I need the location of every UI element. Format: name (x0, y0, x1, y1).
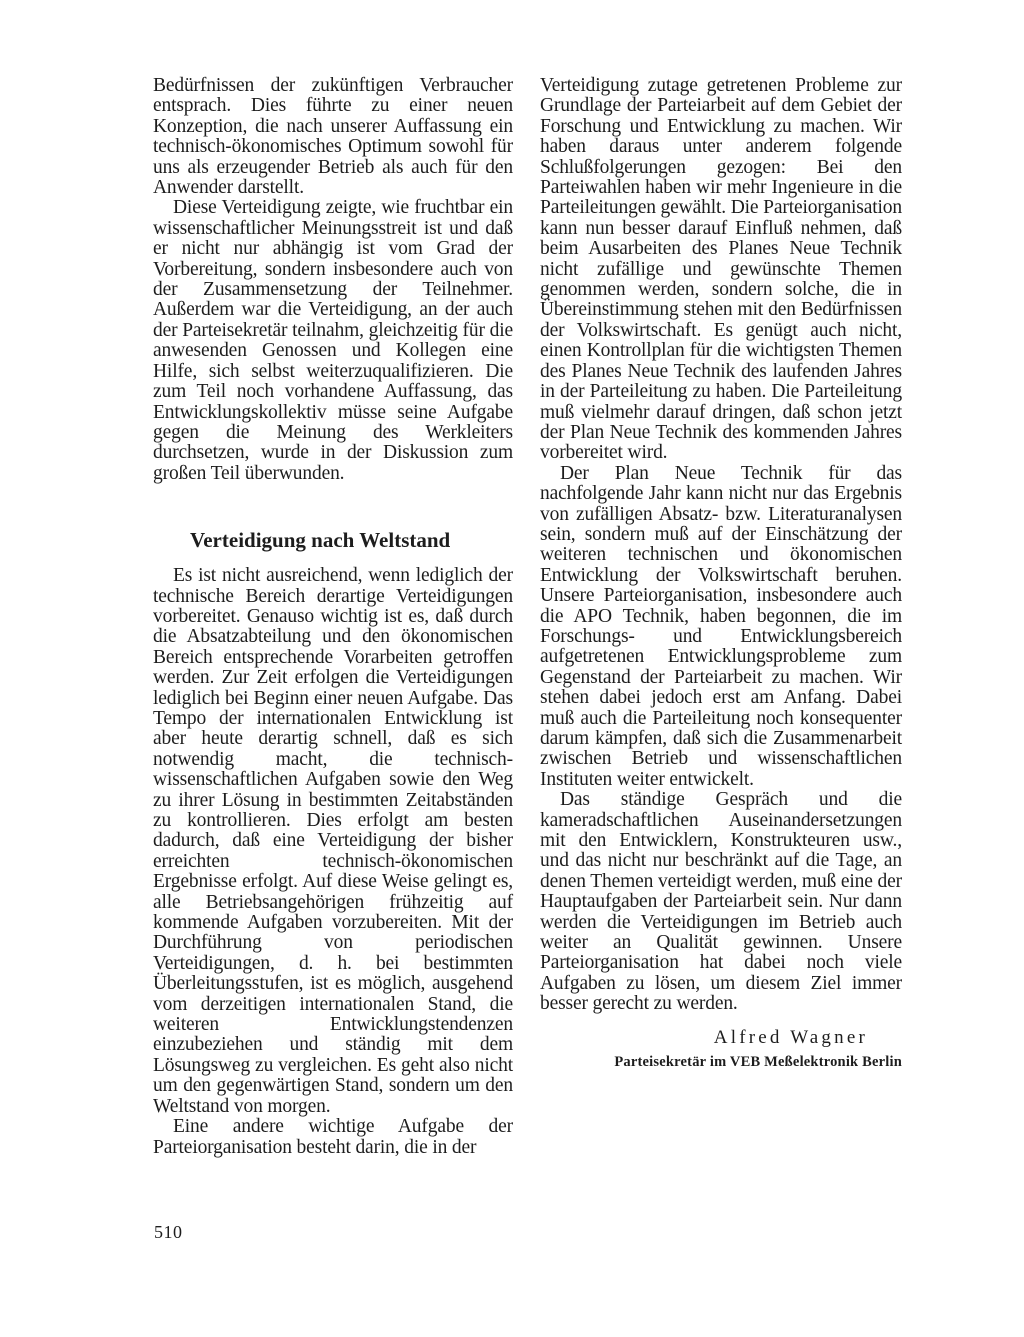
section-heading: Verteidigung nach Weltstand (190, 528, 451, 553)
paragraph: Das ständige Gespräch und die kameradschaftlichen Auseinandersetzungen mit den Entwicklern, Konstrukteuren usw., und das nicht nur beschränkt auf die Tage, an denen Themen verteidigt werden, muß eine der Hauptaufgaben der Parteiarbeit sein. Nur dann werden die Verteidigungen im Betrieb auch weiter an Qualität gewinnen. Unsere Parteiorganisation hat dabei noch viele Aufgaben zu lösen, um diesem Ziel immer besser gerecht zu werden. (540, 789, 902, 1015)
author-name: Alfred Wagner (713, 1026, 868, 1048)
paragraph: Verteidigung zutage getretenen Probleme zur Grundlage der Parteiarbeit auf dem Gebiet der Forschung und Entwicklung zu machen. Wir haben daraus unter anderem folgende Schlußfolgerungen gezogen: Bei den Parteiwahlen haben wir mehr Ingenieure in die Parteileitungen gewählt. Die Parteiorganisation kann nun besser darauf Einfluß nehmen, daß beim Ausarbeiten des Planes Neue Technik nicht zufällige und gewünschte Themen genommen werden, sondern solche, die in Übereinstimmung stehen mit den Bedürfnissen der Volkswirtschaft. Es genügt auch nicht, einen Kontrollplan für die wichtigsten Themen des Planes Neue Technik des laufenden Jahres in der Parteileitung zu haben. Die Parteileitung muß vielmehr darauf dringen, daß schon jetzt der Plan Neue Technik des kommenden Jahres vorbereitet wird. (540, 75, 902, 464)
paragraph: Der Plan Neue Technik für das nachfolgende Jahr kann nicht nur das Ergebnis von zufälligen Absatz- bzw. Literaturanalysen sein, sondern muß auf der Einschätzung der weiteren technischen und ökonomischen Entwicklung der Volkswirtschaft beruhen. Unsere Parteiorganisation, insbesondere auch die APO Technik, haben begonnen, die im Forschungs- und Entwicklungsbereich aufgetretenen Entwicklungsprobleme zum Gegenstand der Parteiarbeit zu machen. Wir stehen dabei jedoch erst am Anfang. Dabei muß auch die Parteileitung noch konsequenter darum kämpfen, daß sich die Zusammenarbeit zwischen Betrieb und wissenschaftlichen Instituten weiter entwickelt. (540, 462, 902, 790)
paragraph: Diese Verteidigung zeigte, wie fruchtbar ein wissenschaftlicher Meinungsstreit ist und daß er nicht nur abhängig ist vom Grad der Vorbereitung, sondern insbesondere auch von der Zusammensetzung der Teilnehmer. Außerdem war die Verteidigung, an der auch der Parteisekretär teilnahm, gleichzeitig für die anwesenden Genossen und Kollegen eine Hilfe, sich selbst weiterzuqualifizieren. Die zum Teil noch vorhandene Auffassung, das Entwicklungskollektiv müsse seine Aufgabe gegen die Meinung des Werkleiters durchsetzen, wurde in der Diskussion zum großen Teil überwunden. (153, 197, 513, 484)
paragraph: Bedürfnissen der zukünftigen Verbraucher entsprach. Dies führte zu einer neuen Konzeption, die nach unserer Auffassung ein technisch-ökonomisches Optimum sowohl für uns als erzeugender Betrieb als auch für den Anwender darstellt. (153, 75, 513, 199)
author-affiliation: Parteisekretär im VEB Meßelektronik Berlin (614, 1053, 902, 1070)
page-number: 510 (154, 1222, 183, 1242)
paragraph: Eine andere wichtige Aufgabe der Parteiorganisation besteht darin, die in der (153, 1116, 513, 1158)
left-column (153, 76, 513, 1158)
paragraph: Es ist nicht ausreichend, wenn lediglich der technische Bereich derartige Verteidigungen vorbereitet. Genauso wichtig ist es, daß durch die Absatzabteilung und den ökonomischen Bereich entsprechende Vorarbeiten getroffen werden. Zur Zeit erfolgen die Verteidigungen lediglich bei Beginn einer neuen Aufgabe. Das Tempo der internationalen Entwicklung ist aber heute derartig schnell, daß es sich notwendig macht, die technisch-wissenschaftlichen Aufgaben sowie den Weg zu ihrer Lösung in bestimmten Zeitabständen zu kontrollieren. Dies erfolgt am besten dadurch, daß eine Verteidigung der bisher erreichten technisch-ökonomischen Ergebnisse erfolgt. Auf diese Weise gelingt es, alle Betriebsangehörigen frühzeitig auf kommende Aufgaben vorzubereiten. Mit der Durchführung von periodischen Verteidigungen, d. h. bei bestimmten Überleitungsstufen, ist es möglich, ausgehend vom derzeitigen internationalen Stand, die weiteren Entwicklungstendenzen einzubeziehen und ständig mit dem Lösungsweg zu vergleichen. Es geht also nicht um den gegenwärtigen Stand, sondern um den Weltstand von morgen. (153, 565, 513, 1117)
right-column (540, 76, 902, 1071)
